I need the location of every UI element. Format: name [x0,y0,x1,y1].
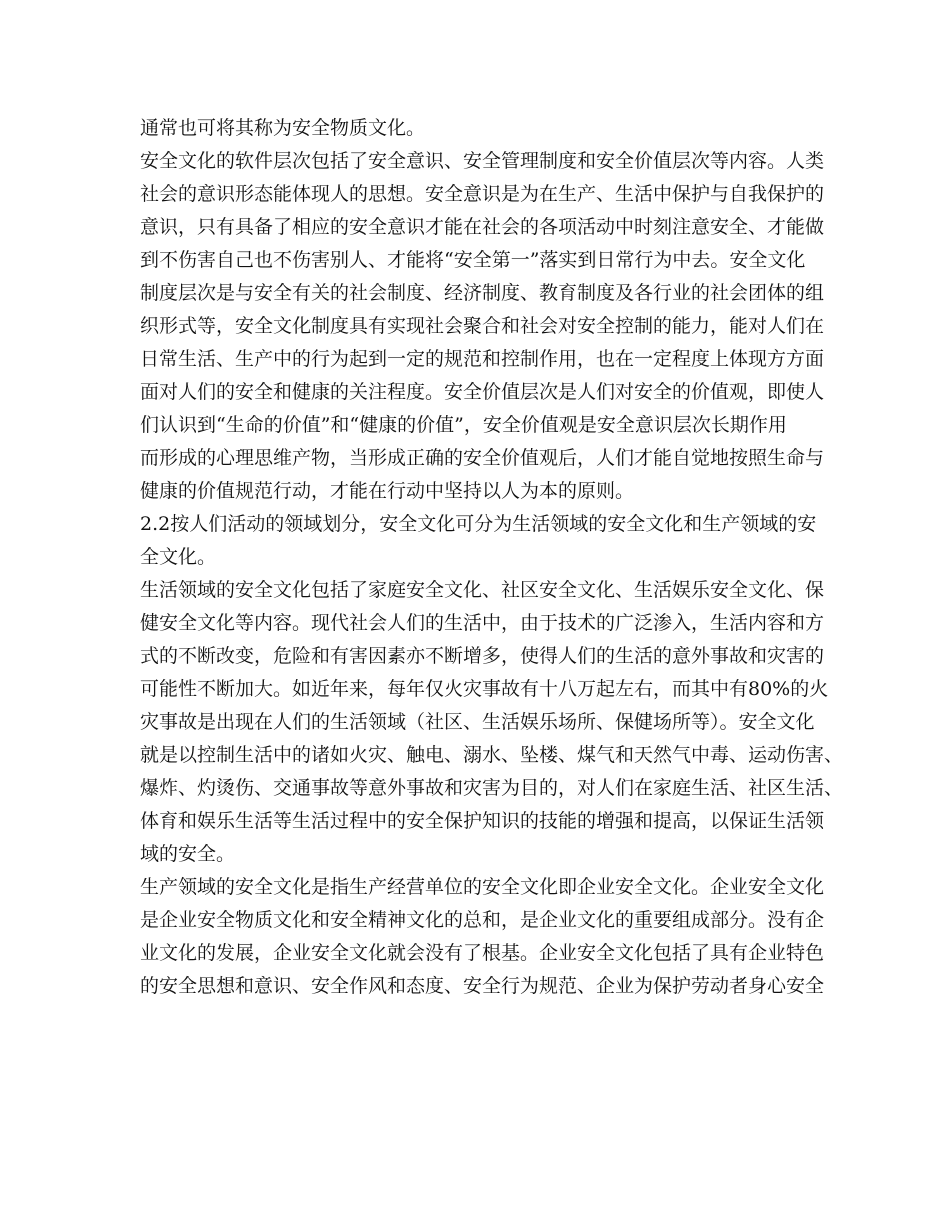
section-heading-line: 2.2按人们活动的领域划分，安全文化可分为生活领域的安全文化和生产领域的安 [140,513,817,535]
text-line: 健安全文化等内容。现代社会人们的生活中，由于技术的广泛渗入，生活内容和方 [140,612,825,634]
text-line: 通常也可将其称为安全物质文化。 [140,117,426,139]
text-line: 健康的价值规范行动，才能在行动中坚持以人为本的原则。 [140,480,635,502]
text-line: 制度层次是与安全有关的社会制度、经济制度、教育制度及各行业的社会团体的组 [140,282,825,304]
text-line: 们认识到“生命的价值”和“健康的价值”，安全价值观是安全意识层次长期作用 [140,414,787,436]
text-line: 的安全思想和意识、安全作风和态度、安全行为规范、企业为保护劳动者身心安全 [140,975,825,997]
text-line: 生活领域的安全文化包括了家庭安全文化、社区安全文化、生活娱乐安全文化、保 [140,579,825,601]
text-line: 面对人们的安全和健康的关注程度。安全价值层次是人们对安全的价值观，即使人 [140,381,825,403]
text-line: 就是以控制生活中的诸如火灾、触电、溺水、坠楼、煤气和天然气中毒、运动伤害、 [140,744,844,766]
text-line: 式的不断改变，危险和有害因素亦不断增多，使得人们的生活的意外事故和灾害的 [140,645,825,667]
text-line: 到不伤害自己也不伤害别人、才能将“安全第一”落实到日常行为中去。安全文化 [140,249,806,271]
text-line: 而形成的心理思维产物，当形成正确的安全价值观后，人们才能自觉地按照生命与 [140,447,825,469]
text-line: 爆炸、灼烫伤、交通事故等意外事故和灾害为目的，对人们在家庭生活、社区生活、 [140,777,844,799]
section-heading-line: 全文化。 [140,546,217,568]
text-line: 体育和娱乐生活等生活过程中的安全保护知识的技能的增强和提高，以保证生活领 [140,810,825,832]
text-line: 意识，只有具备了相应的安全意识才能在社会的各项活动中时刻注意安全、才能做 [140,216,825,238]
text-line: 生产领域的安全文化是指生产经营单位的安全文化即企业安全文化。企业安全文化 [140,876,825,898]
text-line: 业文化的发展，企业安全文化就会没有了根基。企业安全文化包括了具有企业特色 [140,942,825,964]
body-text [140,112,844,1003]
text-line: 是企业安全物质文化和安全精神文化的总和，是企业文化的重要组成部分。没有企 [140,909,825,931]
text-line: 社会的意识形态能体现人的思想。安全意识是为在生产、生活中保护与自我保护的 [140,183,825,205]
text-line: 灾事故是出现在人们的生活领域（社区、生活娱乐场所、保健场所等）。安全文化 [140,711,815,733]
text-line: 域的安全。 [140,843,236,865]
text-line: 织形式等，安全文化制度具有实现社会聚合和社会对安全控制的能力，能对人们在 [140,315,825,337]
text-line: 日常生活、生产中的行为起到一定的规范和控制作用，也在一定程度上体现方方面 [140,348,825,370]
text-line: 安全文化的软件层次包括了安全意识、安全管理制度和安全价值层次等内容。人类 [140,150,825,172]
text-line: 可能性不断加大。如近年来，每年仅火灾事故有十八万起左右，而其中有80%的火 [140,678,829,700]
